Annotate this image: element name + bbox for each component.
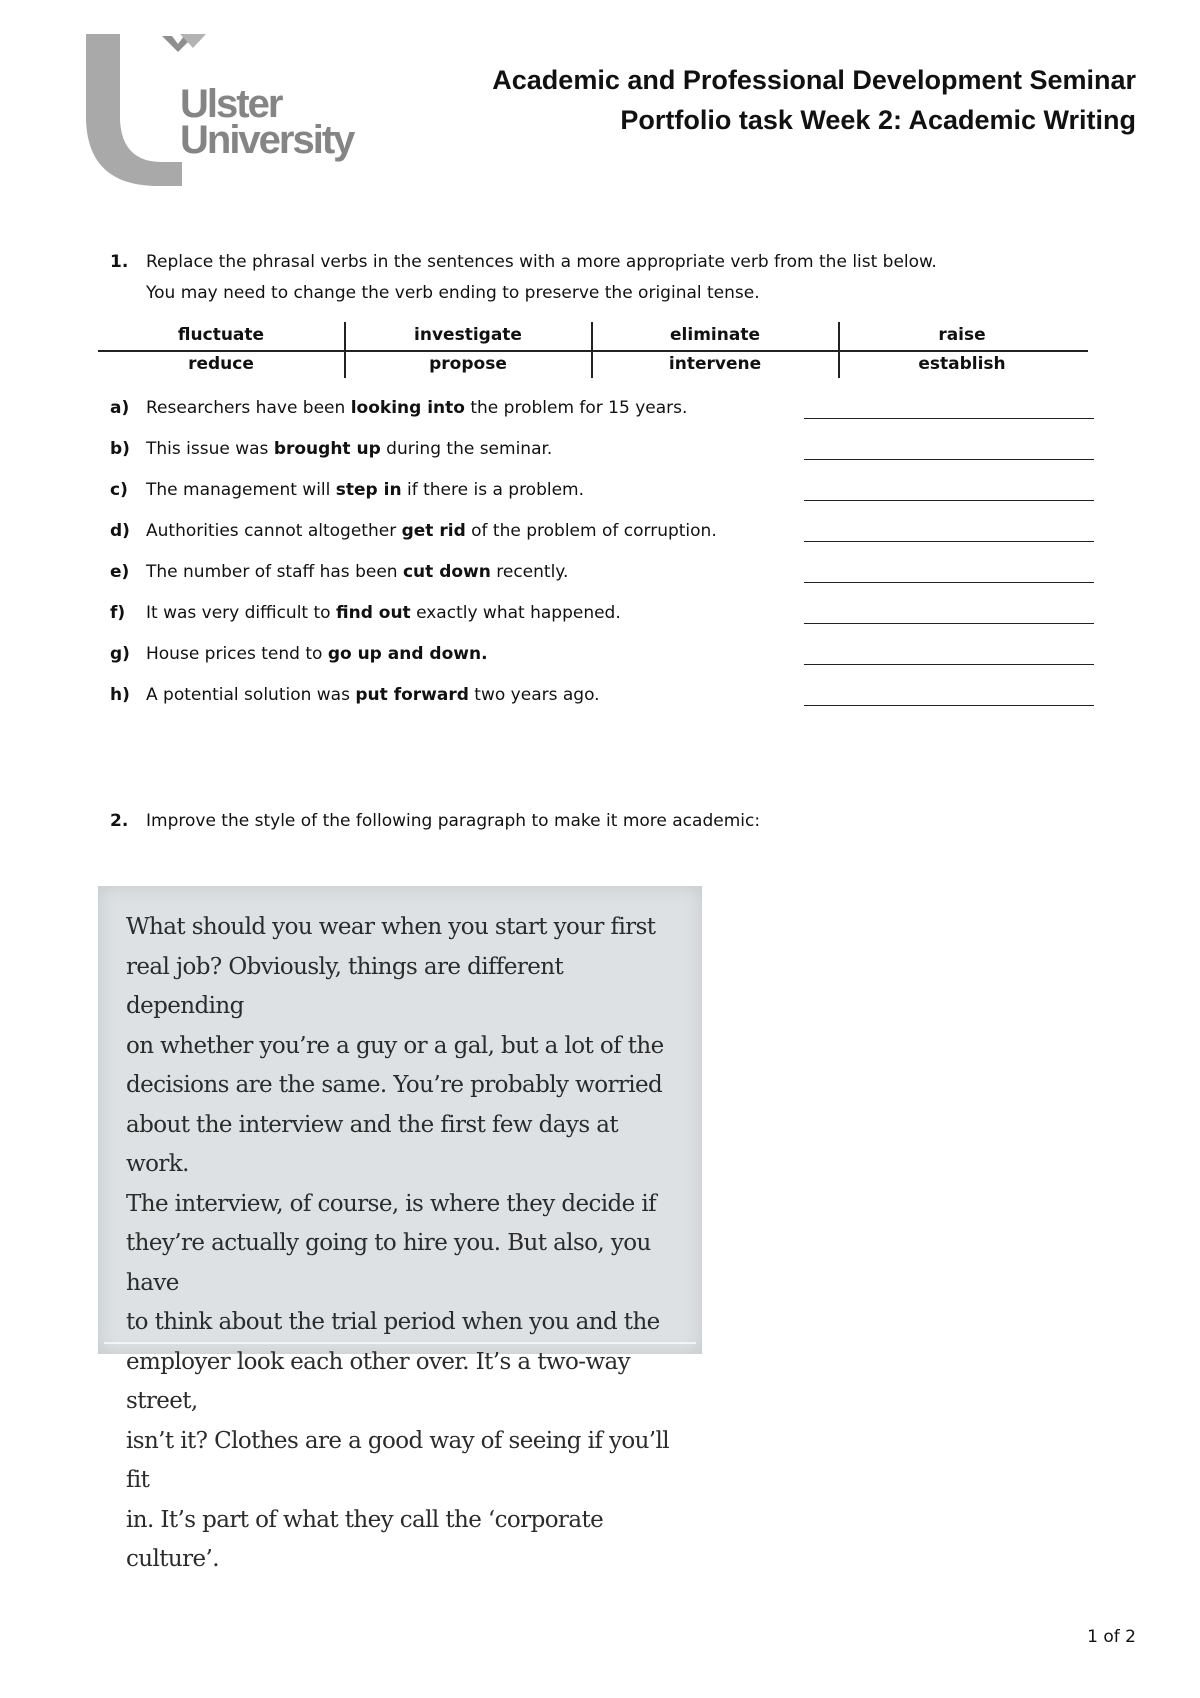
item-letter: e)	[110, 562, 130, 582]
question-1-instruction-line2: You may need to change the verb ending to preserve the original tense.	[146, 283, 760, 303]
phrasal-verb: go up and down.	[327, 644, 488, 664]
item-sentence: It was very difficult to find out exactly what happened.	[146, 603, 621, 623]
answer-blank[interactable]	[804, 459, 1094, 460]
phrasal-verb: looking into	[350, 398, 465, 418]
phrasal-verb: put forward	[355, 685, 469, 705]
question-1-instruction-line1: Replace the phrasal verbs in the sentences with a more appropriate verb from the list below.	[146, 252, 937, 272]
question-2-instruction: Improve the style of the following paragraph to make it more academic:	[146, 811, 761, 831]
paragraph-line: they’re actually going to hire you. But also, you have	[126, 1230, 651, 1296]
answer-blank[interactable]	[804, 500, 1094, 501]
question-1-item-c	[110, 480, 1110, 516]
phrasal-verb: step in	[335, 480, 402, 500]
scanned-paragraph-image	[98, 886, 702, 1572]
item-letter: g)	[110, 644, 130, 664]
item-sentence: Authorities cannot altogether get rid of the problem of corruption.	[146, 521, 717, 541]
verb-cell: raise	[938, 325, 986, 345]
paragraph-text	[126, 908, 686, 1580]
answer-blank[interactable]	[804, 664, 1094, 665]
paragraph-line: What should you wear when you start your first	[126, 914, 656, 940]
phrasal-verb: get rid	[401, 521, 466, 541]
phrasal-verb: find out	[335, 603, 411, 623]
paragraph-line: in. It’s part of what they call the ‘corporate culture’.	[126, 1506, 604, 1572]
paragraph-line: about the interview and the first few days at work.	[126, 1111, 618, 1177]
question-2	[110, 806, 1110, 841]
answer-blank[interactable]	[804, 418, 1094, 419]
item-sentence: Researchers have been looking into the problem for 15 years.	[146, 398, 688, 418]
paragraph-line: isn’t it? Clothes are a good way of seeing if you’ll fit	[126, 1427, 670, 1493]
question-2-number: 2.	[110, 811, 129, 831]
question-1-item-e	[110, 562, 1110, 598]
logo-word-university: University	[180, 118, 354, 162]
page-title: Academic and Professional Development Seminar	[492, 65, 1136, 95]
question-1-item-f	[110, 603, 1110, 639]
item-letter: c)	[110, 480, 128, 500]
logo-word-ulster: Ulster	[180, 82, 282, 126]
paragraph-line: decisions are the same. You’re probably worried	[126, 1072, 663, 1098]
item-sentence: This issue was brought up during the seminar.	[146, 439, 553, 459]
item-letter: h)	[110, 685, 130, 705]
answer-blank[interactable]	[804, 705, 1094, 706]
page-subtitle: Portfolio task Week 2: Academic Writing	[620, 105, 1136, 135]
verb-cell: intervene	[668, 354, 762, 374]
page-number: 1 of 2	[1087, 1627, 1136, 1647]
ulster-university-logo	[84, 30, 374, 190]
question-1-item-h	[110, 685, 1110, 721]
item-letter: a)	[110, 398, 130, 418]
question-1-item-a	[110, 398, 1110, 434]
answer-blank[interactable]	[804, 541, 1094, 542]
paragraph-line: real job? Obviously, things are different depending	[126, 953, 564, 1019]
answer-blank[interactable]	[804, 582, 1094, 583]
paragraph-line: on whether you’re a guy or a gal, but a lot of the	[126, 1032, 664, 1059]
verb-cell: reduce	[188, 354, 254, 374]
question-1-number: 1.	[110, 252, 129, 272]
phrasal-verb: cut down	[402, 562, 491, 582]
paragraph-line: to think about the trial period when you and the	[126, 1309, 660, 1335]
question-1-item-d	[110, 521, 1110, 557]
phrasal-verb: brought up	[273, 439, 381, 459]
question-1-item-b	[110, 439, 1110, 475]
verb-cell: propose	[429, 354, 507, 374]
verb-cell: fluctuate	[177, 325, 265, 345]
scan-edge	[104, 1342, 696, 1344]
item-letter: b)	[110, 439, 130, 459]
item-sentence: House prices tend to go up and down.	[146, 644, 488, 664]
question-1	[110, 247, 1110, 317]
page-header	[492, 60, 1136, 140]
question-1-item-g	[110, 644, 1110, 680]
item-letter: f)	[110, 603, 126, 623]
item-sentence: The management will step in if there is a problem.	[146, 480, 585, 500]
item-letter: d)	[110, 521, 130, 541]
paragraph-line: The interview, of course, is where they decide if	[126, 1190, 657, 1217]
paragraph-line: employer look each other over. It’s a two-way street,	[126, 1348, 630, 1414]
verb-cell: establish	[918, 354, 1006, 374]
verb-cell: investigate	[414, 325, 522, 345]
verb-list-table	[98, 320, 1088, 380]
item-sentence: The number of staff has been cut down recently.	[146, 562, 569, 582]
verb-cell: eliminate	[670, 325, 760, 345]
answer-blank[interactable]	[804, 623, 1094, 624]
item-sentence: A potential solution was put forward two years ago.	[146, 685, 600, 705]
